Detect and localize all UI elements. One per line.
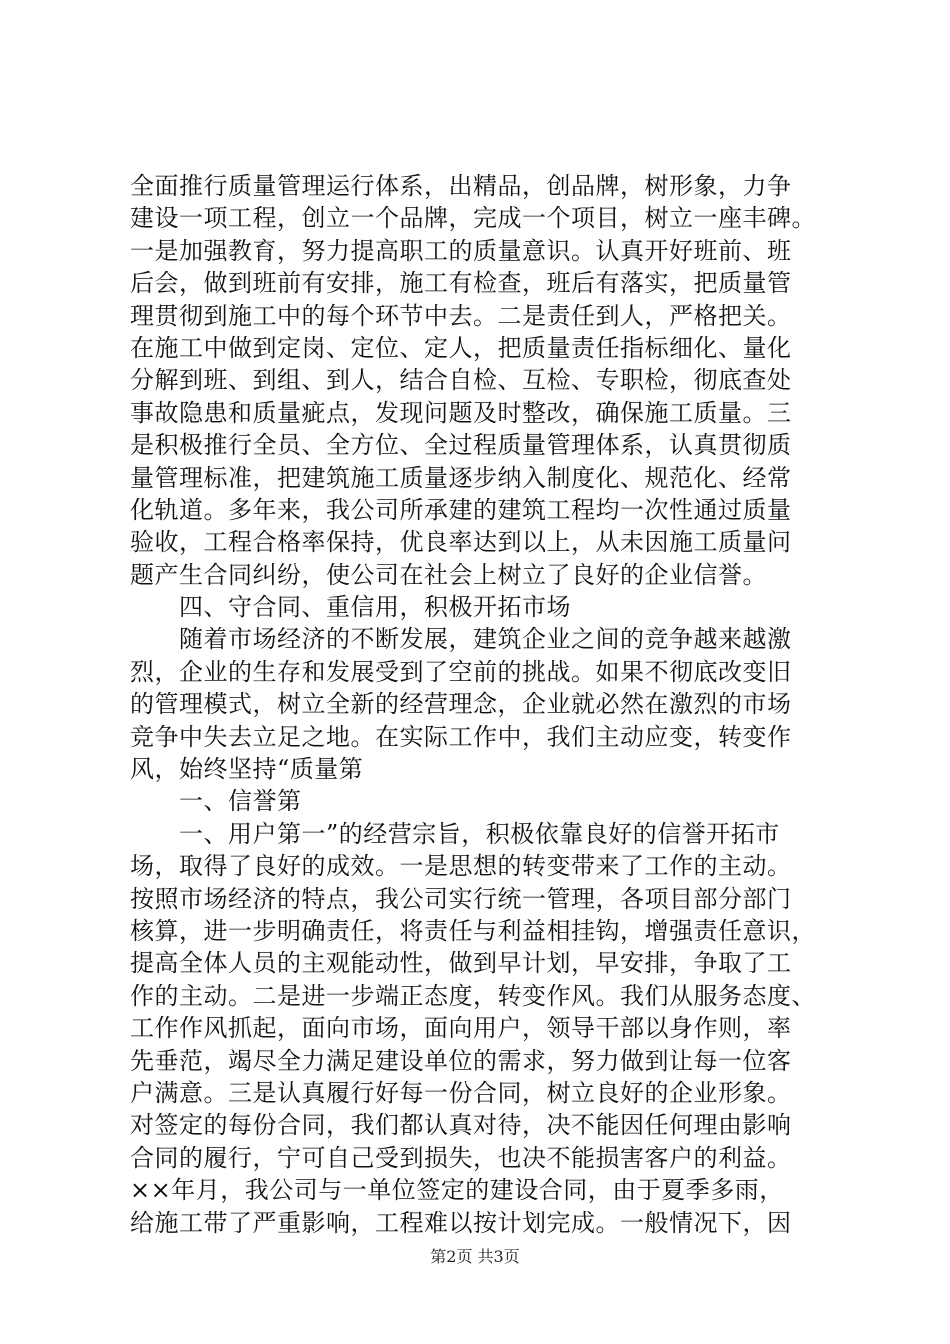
- text-line: 分解到班、到组、到人，结合自检、互检、专职检，彻底查处: [130, 366, 792, 395]
- text-line: 核算，进一步明确责任，将责任与利益相挂钩，增强责任意识，: [130, 916, 816, 945]
- text-line: 先垂范，竭尽全力满足建设单位的需求，努力做到让每一位客: [130, 1046, 792, 1075]
- text-line: 题产生合同纠纷，使公司在社会上树立了良好的企业信誉。: [130, 560, 767, 589]
- text-line: 按照市场经济的特点，我公司实行统一管理，各项目部分部门: [130, 884, 792, 913]
- text-line: 一是加强教育，努力提高职工的质量意识。认真开好班前、班: [130, 236, 792, 265]
- text-line: 一、用户第一”的经营宗旨，积极依靠良好的信誉开拓市: [130, 819, 780, 848]
- text-line: 事故隐患和质量疵点，发现问题及时整改，确保施工质量。三: [130, 398, 792, 427]
- text-line: 化轨道。多年来，我公司所承建的建筑工程均一次性通过质量: [130, 495, 792, 524]
- text-line: 量管理标准，把建筑施工质量逐步纳入制度化、规范化、经常: [130, 463, 792, 492]
- text-line: 竞争中失去立足之地。在实际工作中，我们主动应变，转变作: [130, 722, 792, 751]
- text-line: 场，取得了良好的成效。一是思想的转变带来了工作的主动。: [130, 852, 792, 881]
- text-line: ××年月，我公司与一单位签定的建设合同，由于夏季多雨，: [130, 1176, 784, 1205]
- text-line: 理贯彻到施工中的每个环节中去。二是责任到人，严格把关。: [130, 301, 792, 330]
- text-line: 全面推行质量管理运行体系，出精品，创品牌，树形象，力争: [130, 172, 792, 200]
- text-line: 烈，企业的生存和发展受到了空前的挑战。如果不彻底改变旧: [130, 657, 792, 686]
- text-line: 户满意。三是认真履行好每一份合同，树立良好的企业形象。: [130, 1078, 792, 1107]
- text-line: 是积极推行全员、全方位、全过程质量管理体系，认真贯彻质: [130, 431, 792, 460]
- text-line: 在施工中做到定岗、定位、定人，把质量责任指标细化、量化: [130, 333, 792, 362]
- text-line: 合同的履行，宁可自己受到损失，也决不能损害客户的利益。: [130, 1143, 792, 1172]
- text-line: 作的主动。二是进一步端正态度，转变作风。我们从服务态度、: [130, 981, 816, 1010]
- text-line: 的管理模式，树立全新的经营理念，企业就必然在激烈的市场: [130, 690, 792, 719]
- text-line: 给施工带了严重影响，工程难以按计划完成。一般情况下，因: [130, 1208, 792, 1237]
- section-heading: 一、信誉第: [130, 787, 302, 816]
- document-body: [130, 170, 830, 1239]
- page-number-footer: 第2页 共3页: [430, 1247, 520, 1266]
- text-line: 后会，做到班前有安排，施工有检查，班后有落实，把质量管: [130, 269, 792, 298]
- text-line: 建设一项工程，创立一个品牌，完成一个项目，树立一座丰碑。: [130, 204, 816, 233]
- text-line: 风，始终坚持“质量第: [130, 755, 364, 784]
- text-line: 验收，工程合格率保持，优良率达到以上，从未因施工质量问: [130, 528, 792, 557]
- text-line: 随着市场经济的不断发展，建筑企业之间的竞争越来越激: [130, 625, 792, 654]
- text-line: 工作作风抓起，面向市场，面向用户，领导干部以身作则，率: [130, 1014, 792, 1043]
- text-line: 提高全体人员的主观能动性，做到早计划，早安排，争取了工: [130, 949, 792, 978]
- section-heading: 四、守合同、重信用，积极开拓市场: [130, 593, 571, 622]
- text-line: 对签定的每份合同，我们都认真对待，决不能因任何理由影响: [130, 1111, 792, 1140]
